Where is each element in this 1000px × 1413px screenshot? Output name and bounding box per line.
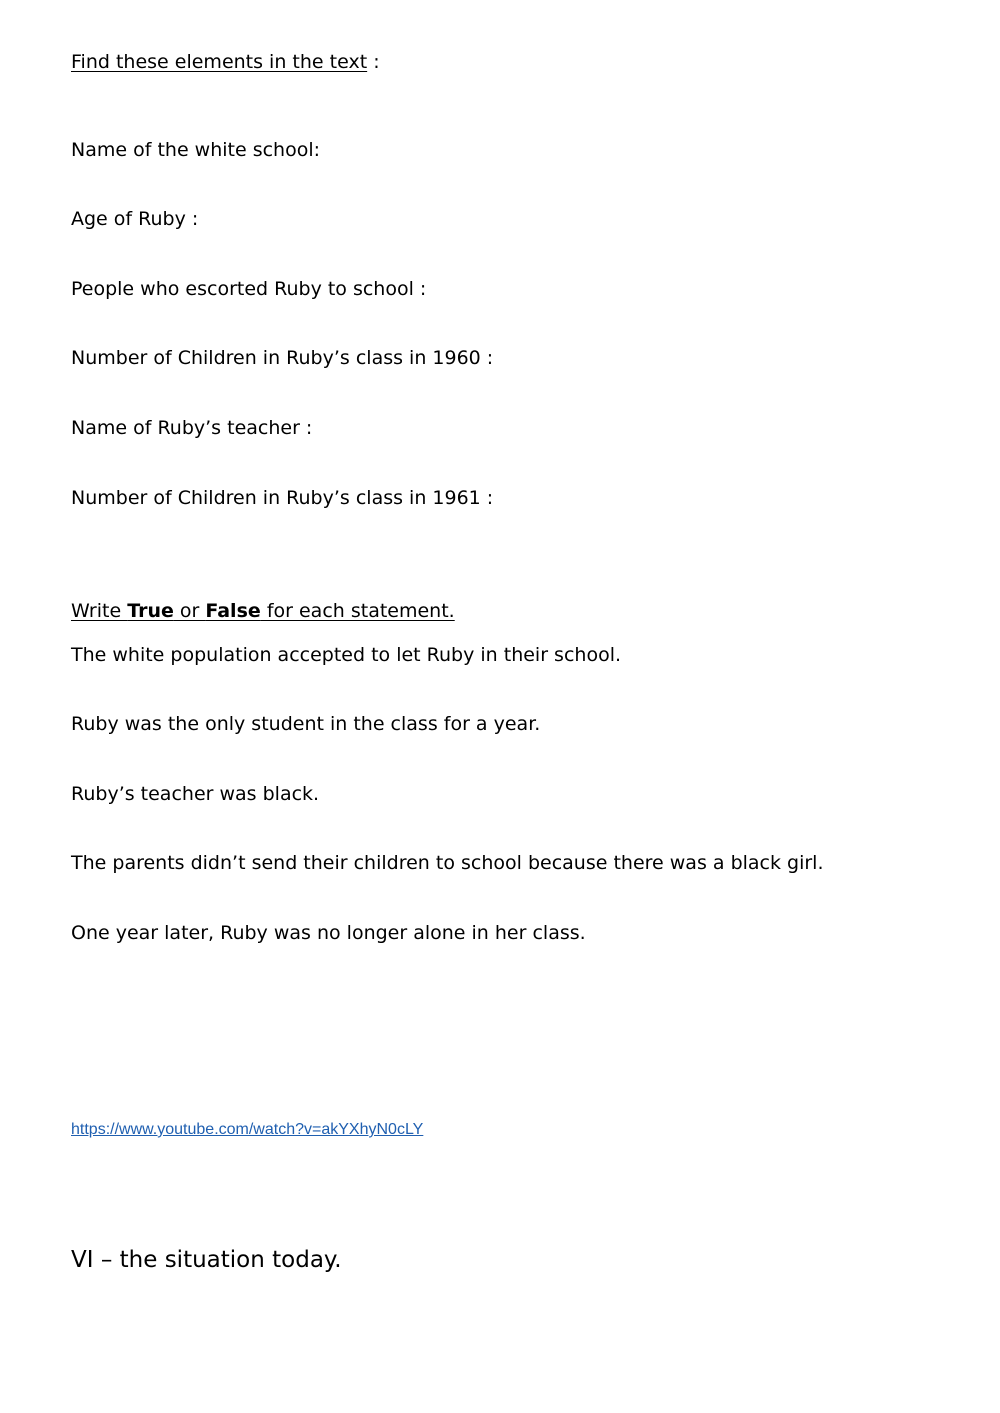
statement-teacher-black: Ruby’s teacher was black. <box>71 783 320 805</box>
find-item-ruby-age: Age of Ruby : <box>71 208 199 230</box>
true-false-title-false: False <box>205 600 261 622</box>
true-false-title-or: or <box>173 600 206 622</box>
statement-white-population: The white population accepted to let Ruby in their school. <box>71 644 622 666</box>
statement-parents-boycott: The parents didn’t send their children to school because there was a black girl. <box>71 852 824 874</box>
statement-one-year-later: One year later, Ruby was no longer alone in her class. <box>71 922 586 944</box>
find-item-school-name: Name of the white school: <box>71 139 321 161</box>
true-false-title-part2: for each statement. <box>260 600 455 622</box>
true-false-title-part1: Write <box>71 600 128 622</box>
true-false-title-true: True <box>127 600 174 622</box>
find-item-children-1961: Number of Children in Ruby’s class in 1961 : <box>71 487 494 509</box>
find-item-teacher-name: Name of Ruby’s teacher : <box>71 417 313 439</box>
find-section-title-text: Find these elements in the text <box>71 51 368 73</box>
find-section-title <box>71 50 380 74</box>
statement-only-student: Ruby was the only student in the class for a year. <box>71 713 541 735</box>
find-item-escorts: People who escorted Ruby to school : <box>71 278 427 300</box>
find-item-children-1960: Number of Children in Ruby’s class in 1960 : <box>71 347 494 369</box>
find-section-title-suffix: : <box>367 51 380 73</box>
section-heading: VI – the situation today. <box>71 1247 342 1273</box>
youtube-link[interactable]: https://www.youtube.com/watch?v=akYXhyN0cLY <box>71 1121 424 1138</box>
true-false-title <box>71 599 455 623</box>
